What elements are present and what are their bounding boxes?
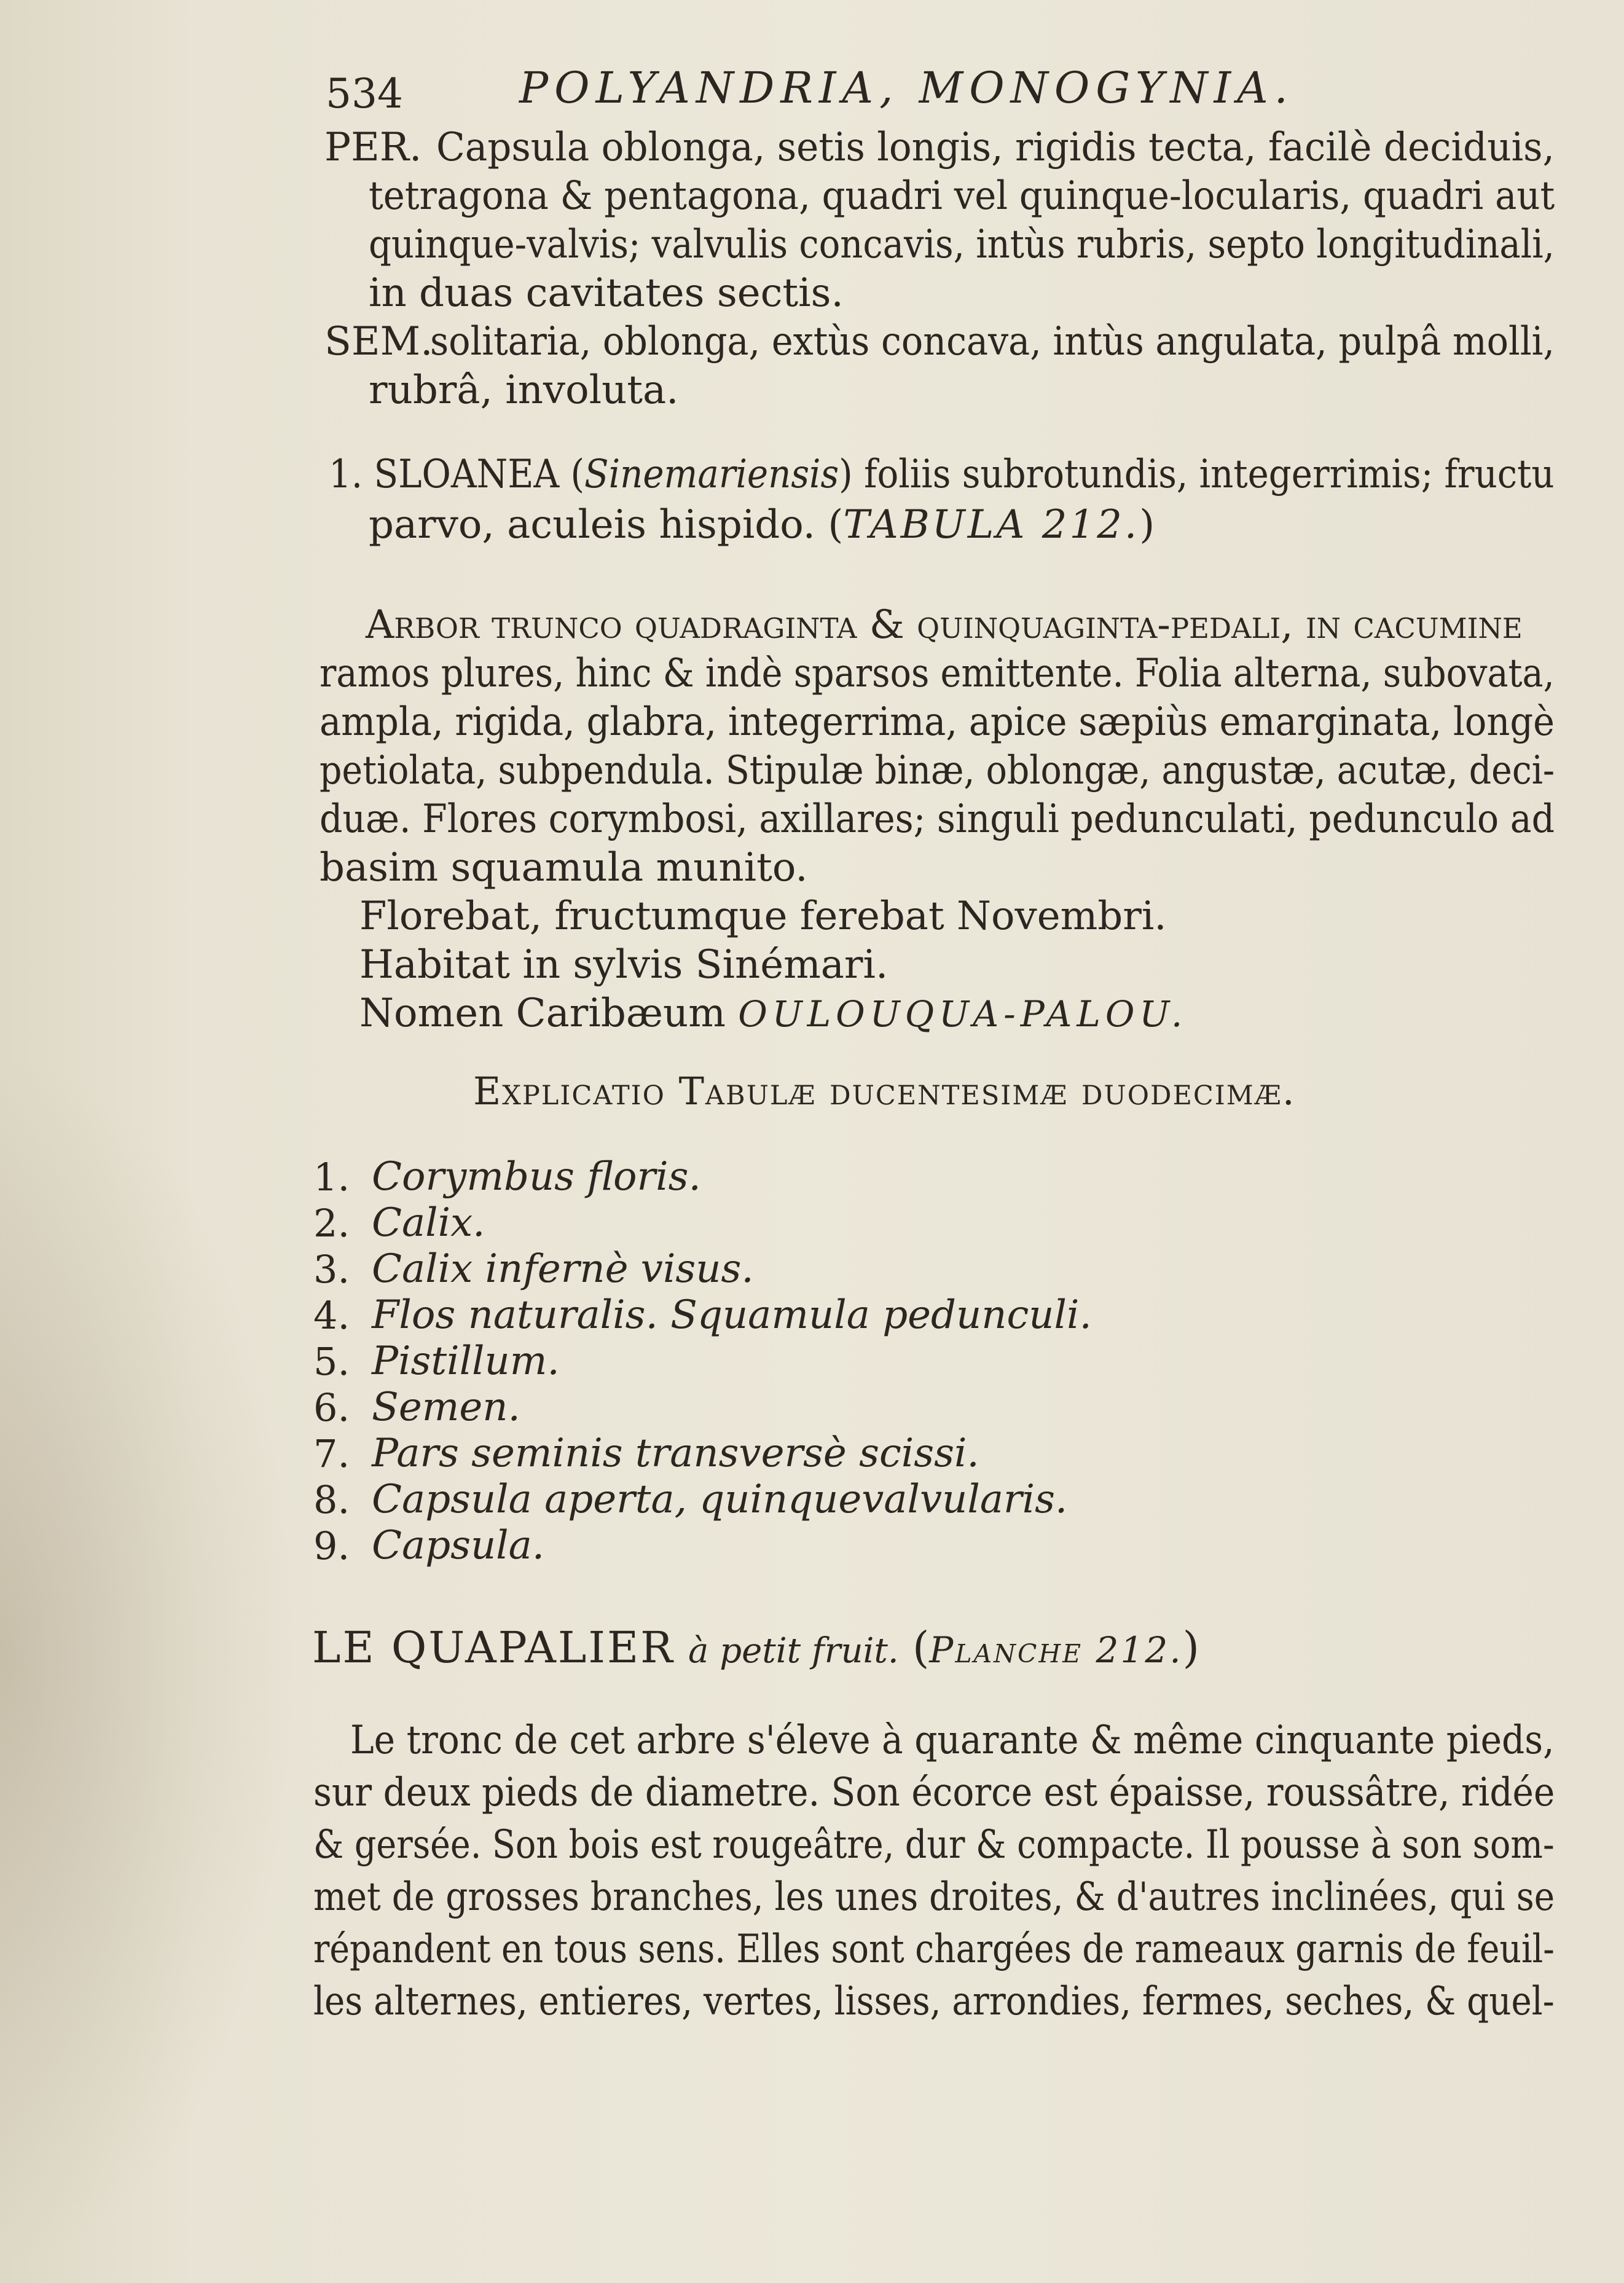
plate-item-number: 4. [313,1293,350,1338]
per-line: in duas cavitates sectis. [369,270,844,316]
nomen-label: Nomen Caribæum [359,991,726,1036]
french-body-line: les alternes, entieres, vertes, lisses, arrondies, fermes, seches, & quel- [313,1979,1555,2024]
french-species-name: LE QUAPALIER [312,1622,675,1673]
plate-item-number: 6. [313,1385,350,1430]
latin-body-line: petiolata, subpendula. Stipulæ binæ, oblongæ, angustæ, acutæ, deci- [320,748,1555,793]
latin-body-line: Arbor trunco quadraginta & quinquaginta-pedali, in cacumine [366,602,1523,648]
french-body-line: répandent en tous sens. Elles sont chargées de rameaux garnis de feuil- [313,1927,1555,1972]
species-number: 1. [329,452,363,497]
sem-line: solitaria, oblonga, extùs concava, intùs angulata, pulpâ molli, [430,319,1555,364]
french-body-line: Le tronc de cet arbre s'éleve à quarante & même cinquante pieds, [350,1718,1555,1763]
per-line: Capsula oblonga, setis longis, rigidis tecta, facilè deciduis, [436,125,1555,170]
sem-label: SEM. [324,319,433,364]
page-number: 534 [326,70,403,117]
explicatio-title: Explicatio Tabulæ ducentesimæ duodecimæ. [473,1069,1296,1114]
plate-item-number: 8. [313,1477,350,1522]
sem-line: rubrâ, involuta. [369,367,679,413]
species-epithet: Sinemariensis [584,452,839,497]
plate-item-text: Calix. [372,1200,485,1246]
french-body-line: sur deux pieds de diametre. Son écorce est épaisse, roussâtre, ridée [313,1770,1555,1815]
latin-body-line: ampla, rigida, glabra, integerrima, apice sæpiùs emarginata, longè [320,699,1555,745]
plate-item-text: Pars seminis transversè scissi. [372,1431,979,1476]
plate-item-number: 2. [313,1201,350,1246]
closing-paren: ) [1139,502,1155,548]
french-heading [312,1622,1199,1673]
nomen-value: OULOUQUA-PALOU. [738,993,1188,1035]
plate-item-number: 9. [313,1523,350,1568]
per-line: tetragona & pentagona, quadri vel quinque-locularis, quadri aut [369,173,1555,219]
close-paren: ) [1182,1622,1199,1673]
tabula-reference: TABULA 212. [843,502,1140,548]
plate-item-number: 7. [313,1431,350,1476]
plate-item-text: Capsula aperta, quinquevalvularis. [372,1477,1068,1522]
genus-name: SLOANEA ( [374,452,585,497]
latin-body-line: ramos plures, hinc & indè sparsos emittente. Folia alterna, subovata, [320,651,1555,696]
species-entry-line2 [369,502,1155,548]
running-title: POLYANDRIA, MONOGYNIA. [519,63,1294,113]
nomen-line [359,991,1188,1036]
latin-body-line: basim squamula munito. [320,845,808,890]
per-label: PER. [324,125,422,170]
plate-item-text: Semen. [372,1385,520,1430]
plate-item-text: Flos naturalis. Squamula pedunculi. [372,1292,1092,1338]
french-body-line: met de grosses branches, les unes droites, & d'autres inclinées, qui se [313,1874,1555,1920]
plate-item-text: Capsula. [372,1523,545,1568]
species-diagnosis-cont: parvo, aculeis hispido. ( [369,502,844,548]
french-qualifier: à petit fruit. [688,1631,899,1671]
species-entry-line1 [329,452,1555,497]
planche-reference: Planche 212. [929,1629,1183,1671]
species-diagnosis: ) foliis subrotundis, integerrimis; fructu [839,452,1555,497]
plate-item-number: 3. [313,1247,350,1292]
latin-body-line: duæ. Flores corymbosi, axillares; singuli pedunculati, pedunculo ad [320,796,1555,842]
french-body-line: & gersée. Son bois est rougeâtre, dur & compacte. Il pousse à son som- [313,1822,1555,1868]
per-line: quinque-valvis; valvulis concavis, intùs rubris, septo longitudinali, [369,222,1555,267]
plate-item-text: Calix infernè visus. [372,1246,754,1292]
plate-item-number: 5. [313,1339,350,1384]
plate-item-text: Pistillum. [372,1338,560,1384]
plate-item-text: Corymbus floris. [372,1154,701,1200]
habitat-note: Habitat in sylvis Sinémari. [359,942,888,988]
plate-item-number: 1. [313,1155,350,1200]
flowering-note: Florebat, fructumque ferebat Novembri. [359,894,1167,939]
open-paren: ( [912,1622,930,1673]
